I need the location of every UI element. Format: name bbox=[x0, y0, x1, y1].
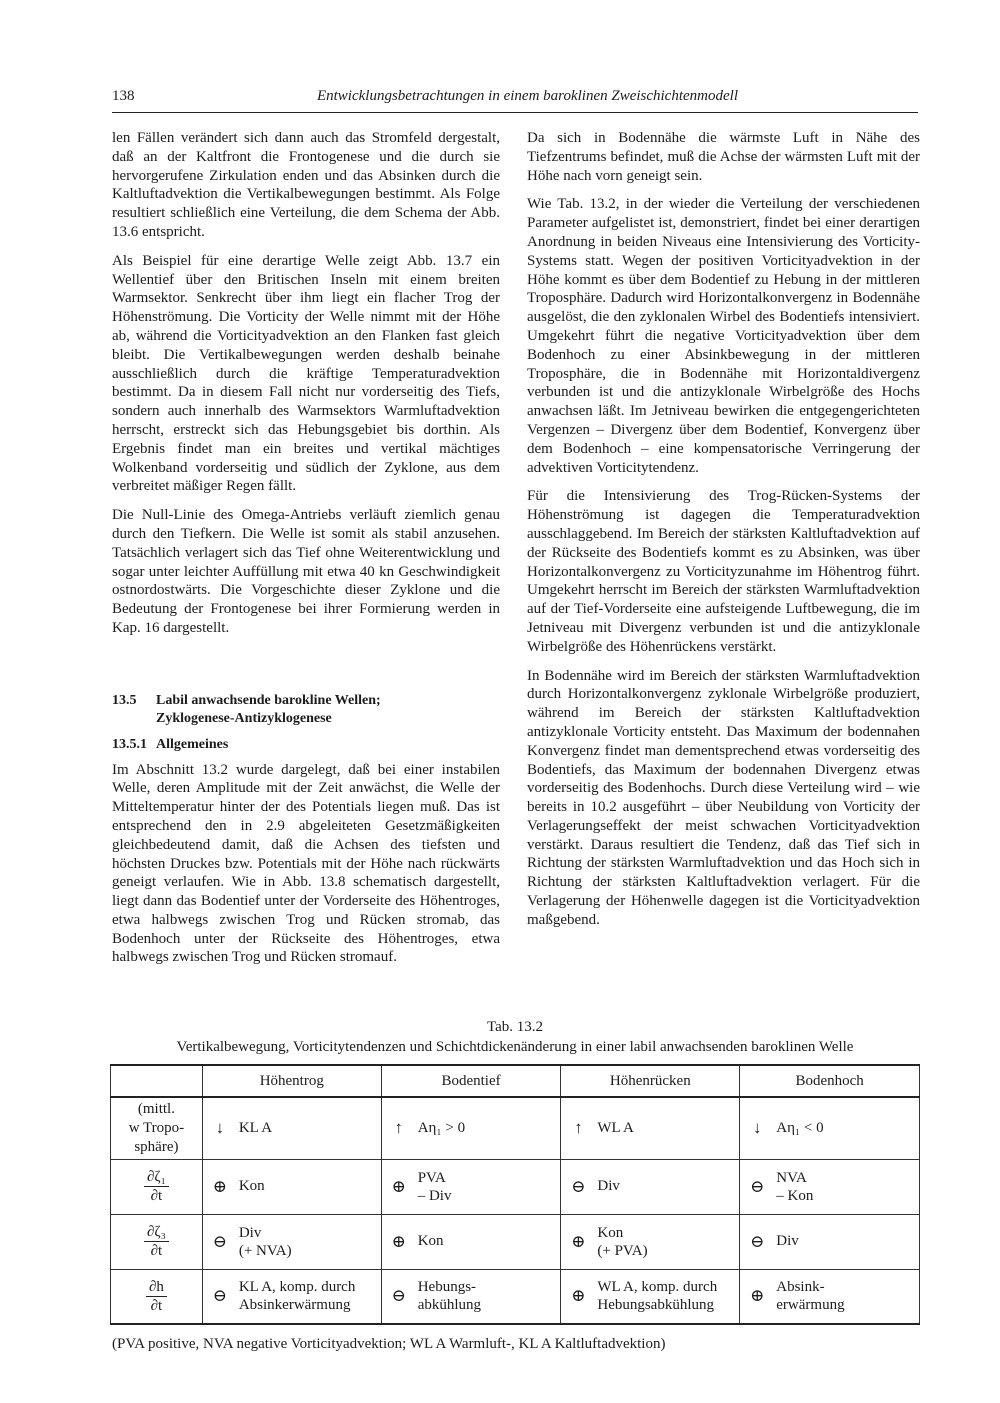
table-cell bbox=[561, 1269, 740, 1324]
subsection-heading bbox=[112, 736, 500, 755]
plus-circle-icon: ⊕ bbox=[571, 1286, 586, 1306]
table-cell bbox=[202, 1097, 381, 1159]
column-header: Höhentrog bbox=[202, 1065, 381, 1097]
table-row bbox=[111, 1214, 920, 1269]
plus-circle-icon: ⊕ bbox=[391, 1231, 406, 1251]
cell-line: Absink- bbox=[776, 1279, 825, 1296]
column-header: Höhenrücken bbox=[561, 1065, 740, 1097]
cell-line: Hebungs- bbox=[417, 1279, 477, 1296]
right-column bbox=[527, 129, 920, 940]
paragraph: Da sich in Bodennähe die wärmste Luft in Nähe des Tiefzentrums befindet, muß die Achse der wärmsten Luft mit der Höhe nach vorn geneigt sein. bbox=[527, 130, 920, 184]
paragraph: In Bodennähe wird im Bereich der stärksten Warmluftadvektion durch Horizontalkonvergenz zyklonale Wirbelgröße produziert, während im Bereich der stärksten Kaltluftadvektion antizyklonale Vorticity entsteht. Das Maximum der bodennahen Konvergenz findet man dementsprechend etwas vorderseitig des Bodentiefs, das Maximum der bodennahen Divergenz etwas vorderseitig des Bodenhochs. Durch diese Verteilung wird – wie bereits in 10.2 ausgeführt – über Neubildung von Vorticity der Verlagerungseffekt der meist schwachen Vorticityadvektion verstärkt. Daraus resultiert die Tendenz, daß das Tief sich in Richtung der stärksten Warmluftadvektion und das Hoch sich in Richtung der stärksten Kaltluftadvektion verlagert. Für die Verlagerung der Höhenwelle dagegen ist die Vorticityadvektion maßgebend. bbox=[527, 667, 920, 928]
cell-text bbox=[597, 1224, 647, 1260]
table-caption: Vertikalbewegung, Vorticitytendenzen und Schichtdickenänderung in einer labil anwachsenden baroklinen Welle bbox=[176, 1039, 854, 1055]
cell-line: (+ NVA) bbox=[238, 1242, 292, 1259]
plus-circle-icon: ⊕ bbox=[571, 1231, 586, 1251]
arrow-down-icon: ↓ bbox=[215, 1118, 225, 1138]
fraction-denominator: ∂t bbox=[150, 1297, 163, 1314]
arrow-down-icon: ↓ bbox=[753, 1118, 762, 1138]
cell-line: Hebungsabkühlung bbox=[597, 1297, 715, 1314]
table-label: Tab. 13.2 bbox=[486, 1019, 544, 1035]
section-number: 13.5 bbox=[112, 692, 137, 708]
cell-text: WL A bbox=[597, 1119, 634, 1136]
subsection-title: Allgemeines bbox=[156, 736, 229, 752]
cell-line: KL A, komp. durch bbox=[238, 1279, 356, 1296]
table-cell bbox=[561, 1097, 740, 1159]
row-header-dzeta1 bbox=[111, 1159, 203, 1214]
fraction bbox=[144, 1168, 169, 1205]
paragraph: Für die Intensivierung des Trog-Rücken-Systems der Höhenströmung ist dagegen die Temperaturadvektion ausschlaggebend. Im Bereich der stärksten Kaltluftadvektion auf der Rückseite des Bodentiefs kommt es zu Absinken, was über Horizontalkonvergenz zu Vorticityzunahme im Höhentrog führt. Umgekehrt herrscht im Bereich der stärksten Warmluftadvektion auf der Tief-Vorderseite eine aufsteigende Luftbewegung, die im Jetniveau mit Divergenz verbunden ist und die antizyklonale Wirbelgröße des Höhenrückens verstärkt. bbox=[527, 488, 920, 655]
table-cell bbox=[202, 1159, 381, 1214]
table-cell bbox=[202, 1269, 381, 1324]
minus-circle-icon: ⊖ bbox=[571, 1176, 586, 1196]
cell-line: (+ PVA) bbox=[597, 1242, 648, 1259]
arrow-up-icon: ↑ bbox=[574, 1118, 583, 1138]
subsection-number: 13.5.1 bbox=[112, 736, 147, 752]
section-heading bbox=[112, 692, 500, 728]
cell-line: WL A, komp. durch bbox=[597, 1279, 718, 1296]
cell-line: – Div bbox=[417, 1187, 452, 1204]
table-cell bbox=[381, 1097, 561, 1159]
table-row bbox=[111, 1097, 920, 1159]
cell-line: NVA bbox=[776, 1169, 807, 1186]
cell-text: Aη₁ > 0 bbox=[417, 1119, 466, 1136]
table-header-row bbox=[111, 1065, 920, 1097]
cell-text: Aη₁ < 0 bbox=[776, 1119, 824, 1136]
cell-line: abkühlung bbox=[417, 1297, 482, 1314]
page-number: 138 bbox=[112, 88, 135, 104]
cell-text bbox=[418, 1278, 481, 1314]
fraction bbox=[146, 1278, 167, 1315]
cell-line: Absinkerwärmung bbox=[238, 1297, 351, 1314]
section-title-line: Labil anwachsende barokline Wellen; bbox=[156, 692, 381, 708]
page-header bbox=[112, 86, 918, 113]
row-header-line: sphäre) bbox=[134, 1138, 179, 1155]
row-header-dzeta3 bbox=[111, 1214, 203, 1269]
table-cell bbox=[561, 1159, 740, 1214]
table-cell bbox=[740, 1269, 920, 1324]
cell-text bbox=[239, 1278, 356, 1314]
section-title-line: Zyklogenese-Antizyklogenese bbox=[156, 710, 332, 726]
fraction-denominator: ∂t bbox=[150, 1243, 163, 1259]
paragraph: Die Null-Linie des Omega-Antriebs verläuft ziemlich genau durch den Tiefkern. Die Welle ist somit als stabil anzusehen. Tatsächlich verlagert sich das Tief ohne Weiterentwicklung und sogar unter leichter Auffüllung mit etwa 40 kn Geschwindigkeit ostnordostwärts. Die Vorgeschichte dieser Zyklone und die Bedeutung der Frontogenese bei ihrer Formierung werden in Kap. 16 dargestellt. bbox=[112, 507, 500, 636]
running-title: Entwicklungsbetrachtungen in einem baroklinen Zweischichtenmodell bbox=[316, 88, 738, 104]
plus-circle-icon: ⊕ bbox=[391, 1176, 406, 1196]
row-header-line: w Tropo- bbox=[128, 1119, 185, 1136]
cell-text: KL A bbox=[238, 1119, 273, 1136]
table-cell bbox=[561, 1214, 740, 1269]
cell-text bbox=[418, 1169, 452, 1205]
cell-line: PVA bbox=[417, 1169, 446, 1186]
table-cell bbox=[740, 1214, 920, 1269]
arrow-up-icon: ↑ bbox=[394, 1118, 403, 1138]
plus-circle-icon: ⊕ bbox=[750, 1286, 765, 1306]
paragraph: Als Beispiel für eine derartige Welle zeigt Abb. 13.7 ein Wellentief über den Britischen Inseln mit einem breiten Warmsektor. Senkrecht über ihm liegt ein flacher Trog der Höhenströmung. Die Vorticity der Welle nimmt mit der Höhe ab, während die Vorticityadvektion an den Flanken fast gleich bleibt. Die Vertikalbewegungen werden deshalb beinahe ausschließlich durch die kräftige Temperaturadvektion bestimmt. Da in diesem Fall nicht nur vorderseitig des Tiefs, sondern auch innerhalb des Warmsektors Warmluftadvektion herrscht, erstreckt sich das Hebungsgebiet bis dorthin. Als Ergebnis findet man ein breites und vertikal mächtiges Wolkenband vorderseitig und südlich der Zyklone, aus dem verbreitet mäßiger Regen fällt. bbox=[112, 252, 500, 495]
table-corner-cell bbox=[111, 1065, 203, 1097]
fraction-numerator: ∂ζ₁ bbox=[144, 1168, 169, 1187]
fraction-denominator: ∂t bbox=[150, 1188, 163, 1204]
table-row bbox=[111, 1269, 920, 1324]
table-13-2 bbox=[110, 1064, 920, 1325]
cell-text bbox=[776, 1278, 844, 1314]
cell-text bbox=[239, 1224, 292, 1260]
cell-text bbox=[597, 1278, 717, 1314]
column-header: Bodentief bbox=[381, 1065, 561, 1097]
table-cell bbox=[381, 1269, 561, 1324]
cell-text: Div bbox=[597, 1178, 620, 1194]
table-cell bbox=[740, 1159, 920, 1214]
table-cell bbox=[202, 1214, 381, 1269]
paragraph: len Fällen verändert sich dann auch das Stromfeld dergestalt, daß an der Kaltfront die Frontogenese und die durch sie hervorgerufene Zirkulation enden und das Absinken durch die Kaltluftadvektion die Vertikalbewegungen bestimmt. Als Folge resultiert schließlich eine Verteilung, die dem Schema der Abb. 13.6 entspricht. bbox=[112, 130, 500, 240]
paragraph: Wie Tab. 13.2, in der wieder die Verteilung der verschiedenen Parameter aufgelistet ist, demonstriert, findet bei einer derartigen Anordnung in beiden Niveaus eine Intensivierung des Vorticity-Systems statt. Wegen der positiven Vorticityadvektion in der Höhe kommt es über dem Bodentief zu Hebung in der mittleren Troposphäre. Dadurch wird Horizontalkonvergenz in Bodennähe ausgelöst, die den zyklonalen Wirbel des Bodentiefs intensiviert. Umgekehrt führt die negative Vorticityadvektion über dem Bodenhoch zu einer Absinkbewegung in der mittleren Troposphäre, die in Bodennähe mit Horizontaldivergenz verbunden ist und die antizyklonale Wirbelgröße des Hochs anwachsen läßt. Im Jetniveau bewirken die entgegengerichteten Vergenzen – Divergenz über dem Bodentief, Konvergenz über dem Bodenhoch – eine kompensatorische Verringerung der advektiven Vorticitytendenz. bbox=[527, 196, 920, 476]
row-header-w bbox=[111, 1097, 203, 1159]
fraction bbox=[144, 1223, 169, 1260]
cell-text: Kon bbox=[417, 1233, 444, 1249]
minus-circle-icon: ⊖ bbox=[212, 1286, 227, 1306]
paragraph: Im Abschnitt 13.2 wurde dargelegt, daß bei einer instabilen Welle, deren Amplitude mit der Zeit anwächst, die Welle der Mitteltemperatur hinter der des Potentials liegen muß. Das ist entsprechend den in 2.9 abgeleiteten Gesetzmäßigkeiten gleichbedeutend damit, daß die Achsen des tiefsten und höchsten Druckes bzw. Potentials mit der Höhe nach rückwärts geneigt verlaufen. Wie in Abb. 13.8 schematisch dargestellt, liegt dann das Bodentief unter der Vorderseite des Höhentroges, etwa halbwegs zwischen Trog und Rücken stromab, das Bodenhoch unter der Rückseite des Höhentroges, etwa halbwegs zwischen Trog und Rücken stromauf. bbox=[112, 761, 500, 966]
minus-circle-icon: ⊖ bbox=[391, 1286, 406, 1306]
table-cell bbox=[381, 1214, 561, 1269]
column-header: Bodenhoch bbox=[740, 1065, 920, 1097]
cell-text bbox=[776, 1169, 813, 1205]
cell-line: Div bbox=[238, 1224, 262, 1241]
table-cell bbox=[381, 1159, 561, 1214]
table-row bbox=[111, 1159, 920, 1214]
fraction-numerator: ∂ζ₃ bbox=[144, 1223, 169, 1242]
cell-text: Div bbox=[776, 1233, 799, 1249]
minus-circle-icon: ⊖ bbox=[750, 1176, 765, 1196]
cell-line: Kon bbox=[597, 1224, 624, 1241]
left-column bbox=[112, 129, 500, 977]
table-footnote: (PVA positive, NVA negative Vorticityadvektion; WL A Warmluft-, KL A Kaltluftadvektion) bbox=[112, 1336, 666, 1352]
row-header-dh bbox=[111, 1269, 203, 1324]
cell-line: erwärmung bbox=[776, 1297, 845, 1314]
plus-circle-icon: ⊕ bbox=[212, 1176, 227, 1196]
minus-circle-icon: ⊖ bbox=[750, 1231, 765, 1251]
fraction-numerator: ∂h bbox=[146, 1278, 167, 1297]
table-cell bbox=[740, 1097, 920, 1159]
minus-circle-icon: ⊖ bbox=[212, 1231, 227, 1251]
cell-line: – Kon bbox=[776, 1187, 814, 1204]
cell-text: Kon bbox=[238, 1178, 265, 1194]
row-header-line: (mittl. bbox=[137, 1100, 175, 1117]
section-title bbox=[156, 692, 381, 728]
